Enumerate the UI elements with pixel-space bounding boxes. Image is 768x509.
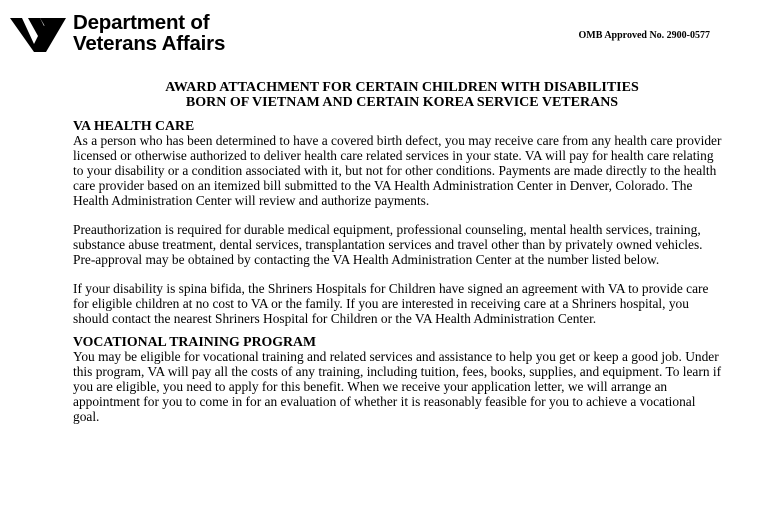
section-heading-health-care: VA HEALTH CARE (73, 118, 195, 133)
omb-approval: OMB Approved No. 2900-0577 (578, 30, 710, 41)
paragraph: You may be eligible for vocational training and related services and assistance to help you get or keep a good job. Under this program, VA will pay all the costs of any training, including tuition, fees, books, supplies, and equipment. To learn if you are eligible, you need to apply for this benefit. When we receive your application letter, we will arrange an appointment for you to come in for an evaluation of whether it is reasonably feasible for you to achieve a vocational goal. (73, 349, 722, 424)
paragraph: As a person who has been determined to have a covered birth defect, you may receive care from any health care provider licensed or otherwise authorized to deliver health care related services in your state. VA will pay for health care relating to your disability or a condition associated with it, but not for other conditions. Payments are made directly to the health care provider based on an itemized bill submitted to the VA Health Administration Center in Denver, Colorado. The Health Administration Center will review and authorize payments. (73, 133, 722, 208)
department-line-2: Veterans Affairs (73, 32, 226, 55)
paragraph: Preauthorization is required for durable medical equipment, professional counseling, mental health services, training, substance abuse treatment, dental services, transplantation services and travel other than by privately owned vehicles. Pre-approval may be obtained by contacting the VA Health Administration Center at the number listed below. (73, 222, 703, 267)
paragraph: If your disability is spina bifida, the Shriners Hospitals for Children have signed an agreement with VA to provide care for eligible children at no cost to VA or the family. If you are interested in receiving care at a Shriners hospital, you should contact the nearest Shriners Hospital for Children or the VA Health Administration Center. (73, 281, 709, 326)
department-line-1: Department of (73, 11, 210, 34)
va-logo (8, 14, 68, 56)
document-body (73, 118, 723, 424)
section-heading-vocational-training: VOCATIONAL TRAINING PROGRAM (73, 334, 316, 349)
document-title-line-2: BORN OF VIETNAM AND CERTAIN KOREA SERVICE VETERANS (185, 95, 619, 110)
department-name (73, 12, 225, 54)
document-title-line-1: AWARD ATTACHMENT FOR CERTAIN CHILDREN WITH DISABILITIES (165, 80, 639, 95)
